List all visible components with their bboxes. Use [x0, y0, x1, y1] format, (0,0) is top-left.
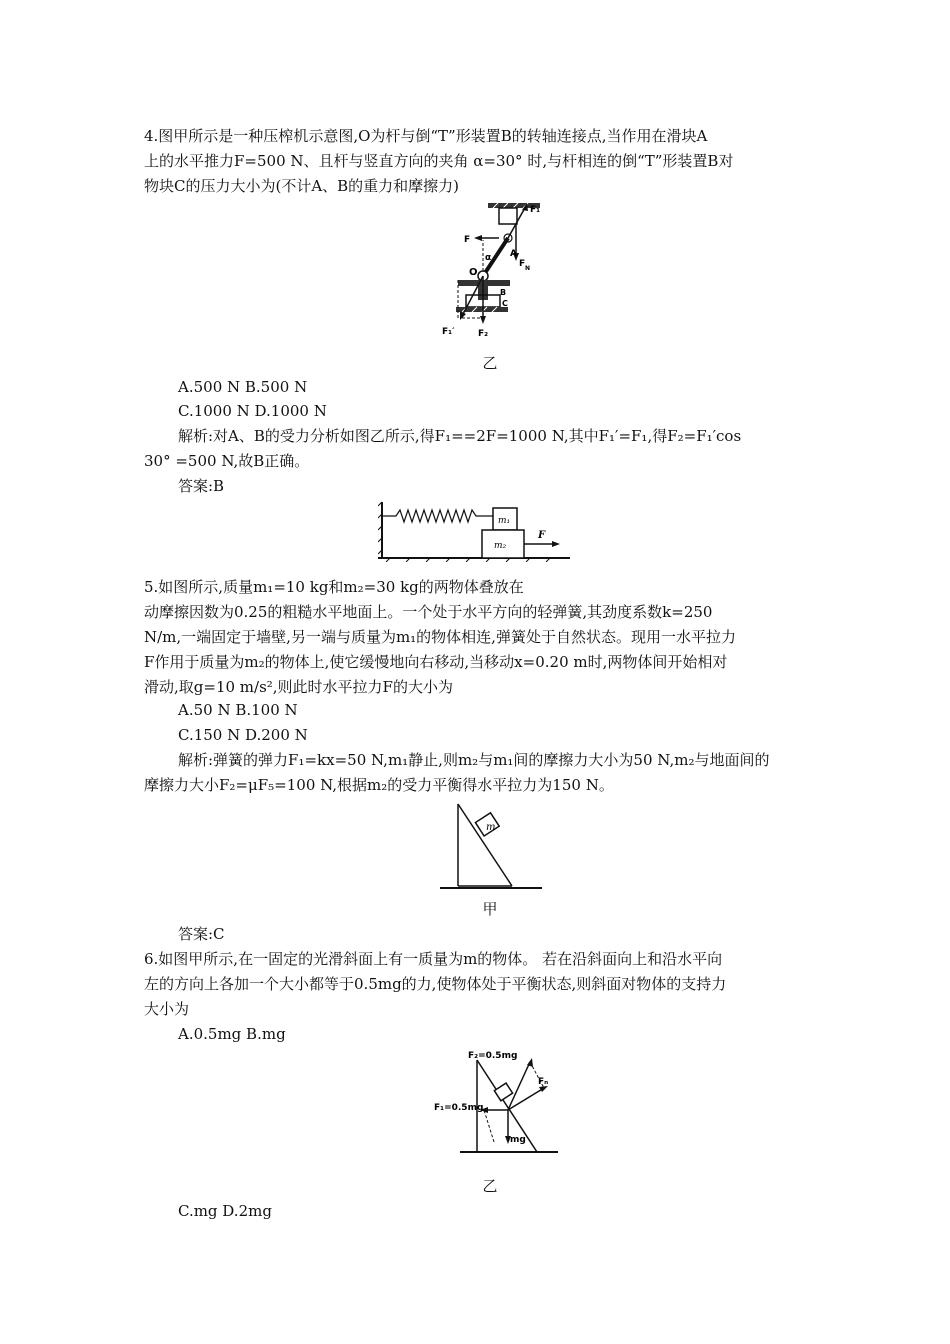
q6-line2: 左的方向上各加一个大小都等于0.5mg的力,使物体处于平衡状态,则斜面对物体的支持力	[144, 975, 727, 993]
spring	[382, 510, 493, 522]
q5-options-ab: A.50 N B.100 N	[178, 701, 298, 719]
q4-line2: 上的水平推力F=500 N、且杆与竖直方向的夹角 α=30° 时,与杆相连的倒“T”形装置B对	[144, 152, 734, 170]
q4-line1: 4.图甲所示是一种压榨机示意图,O为杆与倒“T”形装置B的转轴连接点,当作用在滑块A	[144, 127, 708, 145]
label-c: C	[502, 299, 508, 308]
q5-figure-caption: 甲	[482, 900, 498, 918]
q6-options-ab: A.0.5mg B.mg	[178, 1025, 286, 1043]
label-mg: mg	[510, 1135, 526, 1145]
q6-line1: 6.如图甲所示,在一固定的光滑斜面上有一质量为m的物体。 若在沿斜面向上和沿水平向	[144, 950, 723, 968]
q5-analysis-line2: 摩擦力大小F₂=μF₅=100 N,根据m₂的受力平衡得水平拉力为150 N。	[144, 776, 614, 794]
label-f1-prime: F₁′	[442, 327, 455, 337]
spring-blocks-diagram	[378, 500, 573, 562]
label-fn: F	[519, 259, 526, 269]
q4-options-cd: C.1000 N D.1000 N	[178, 402, 327, 420]
q6-options-cd: C.mg D.2mg	[178, 1202, 272, 1220]
label-o: O	[469, 267, 478, 278]
label-b: B	[500, 288, 507, 297]
label-fn-sub: N	[525, 265, 531, 272]
label-a: A	[510, 249, 517, 259]
label-m2: m₂	[494, 541, 507, 551]
slider-a	[499, 208, 517, 224]
label-fn-force: Fₙ	[538, 1077, 549, 1087]
q6-line3: 大小为	[144, 1000, 190, 1018]
q4-line3: 物块C的压力大小为(不计A、B的重力和摩擦力)	[144, 177, 460, 195]
q4-answer: 答案:B	[178, 477, 225, 495]
device-b	[458, 280, 510, 286]
q5-answer: 答案:C	[178, 925, 225, 943]
q4-figure-caption: 乙	[482, 354, 498, 372]
q4-analysis-line1: 解析:对A、B的受力分析如图乙所示,得F₁==2F=1000 N,其中F₁′=F₁,得F₂=F₁′cos	[178, 427, 742, 445]
q6-figure-caption: 乙	[482, 1177, 498, 1195]
label-f2: F₂	[478, 329, 489, 339]
label-m: m	[486, 822, 496, 833]
incline-force-diagram	[432, 1046, 562, 1160]
incline-diagram	[438, 800, 544, 892]
label-f: F	[464, 235, 471, 245]
label-f1: F₁	[530, 205, 541, 215]
press-machine-diagram	[438, 198, 558, 348]
label-m1: m₁	[498, 516, 511, 526]
q4-options-ab: A.500 N B.500 N	[178, 378, 308, 396]
label-f1-force: F₁=0.5mg	[434, 1103, 484, 1113]
label-alpha: α	[485, 253, 492, 263]
q5-options-cd: C.150 N D.200 N	[178, 726, 308, 744]
q5-line2: 动摩擦因数为0.25的粗糙水平地面上。一个处于水平方向的轻弹簧,其劲度系数k=250	[144, 603, 713, 621]
q5-line4: F作用于质量为m₂的物体上,使它缓慢地向右移动,当移动x=0.20 m时,两物体间开始相对	[144, 653, 728, 671]
q4-analysis-line2: 30° =500 N,故B正确。	[144, 452, 310, 470]
label-f2-force: F₂=0.5mg	[468, 1051, 518, 1061]
q5-line1: 5.如图所示,质量m₁=10 kg和m₂=30 kg的两物体叠放在	[144, 578, 524, 596]
label-f-pull: F	[538, 530, 546, 541]
q5-line3: N/m,一端固定于墙壁,另一端与质量为m₁的物体相连,弹簧处于自然状态。现用一水平拉力	[144, 628, 736, 646]
q5-analysis-line1: 解析:弹簧的弹力F₁=kx=50 N,m₁静止,则m₂与m₁间的摩擦力大小为50 N,m₂与地面间的	[178, 751, 770, 769]
q5-line5: 滑动,取g=10 m/s²,则此时水平拉力F的大小为	[144, 678, 453, 696]
